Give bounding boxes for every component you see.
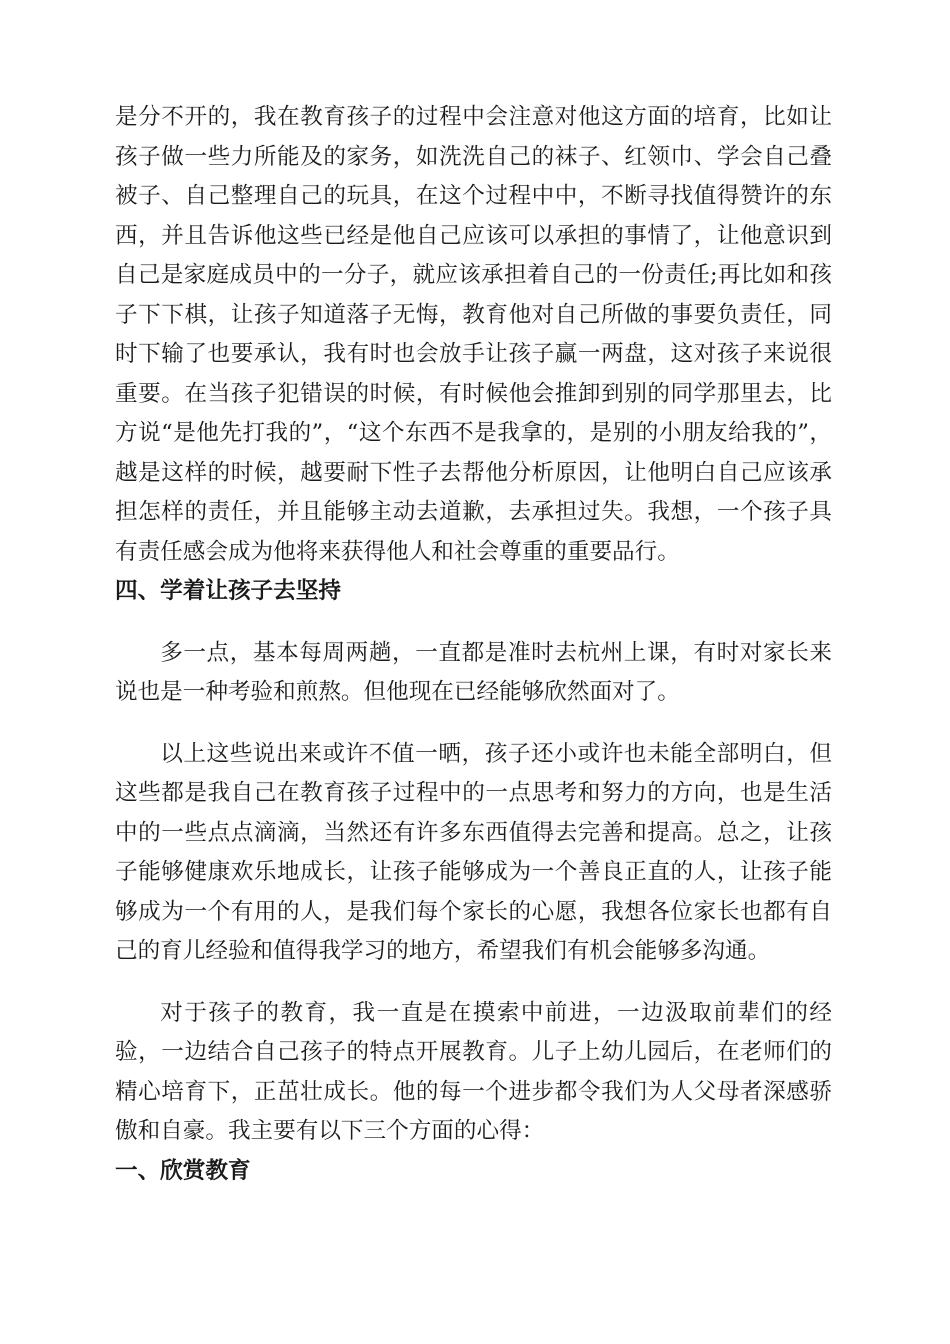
- document-page: [115, 98, 832, 1191]
- section-heading-1: 一、欣赏教育: [115, 1157, 251, 1184]
- body-paragraph-3: 以上这些说出来或许不值一晒，孩子还小或许也未能全部明白，但这些都是我自己在教育孩子过程中的一点思考和努力的方向，也是生活中的一些点点滴滴，当然还有许多东西值得去完善和提高。总之，让孩子能够健康欢乐地成长，让孩子能够成为一个善良正直的人，让孩子能够成为一个有用的人，是我们每个家长的心愿，我想各位家长也都有自己的育儿经验和值得我学习的地方，希望我们有机会能够多沟通。: [115, 740, 832, 964]
- section-heading-4: 四、学着让孩子去坚持: [115, 578, 341, 604]
- body-paragraph-4: 对于孩子的教育，我一直是在摸索中前进，一边汲取前辈们的经验，一边结合自己孩子的特点开展教育。儿子上幼儿园后，在老师们的精心培育下，正茁壮成长。他的每一个进步都令我们为人父母者深感骄傲和自豪。我主要有以下三个方面的心得：: [115, 999, 832, 1144]
- body-paragraph-1: 是分不开的，我在教育孩子的过程中会注意对他这方面的培育，比如让孩子做一些力所能及的家务，如洗洗自己的袜子、红领巾、学会自己叠被子、自己整理自己的玩具，在这个过程中中，不断寻找值得赞许的东西，并且告诉他这些已经是他自己应该可以承担的事情了，让他意识到自己是家庭成员中的一分子，就应该承担着自己的一份责任;再比如和孩子下下棋，让孩子知道落子无悔，教育他对自己所做的事要负责任，同时下输了也要承认，我有时也会放手让孩子赢一两盘，这对孩子来说很重要。在当孩子犯错误的时候，有时候他会推卸到别的同学那里去，比方说“是他先打我的”，“这个东西不是我拿的，是别的小朋友给我的”，越是这样的时候，越要耐下性子去帮他分析原因，让他明白自己应该承担怎样的责任，并且能够主动去道歉，去承担过失。我想，一个孩子具有责任感会成为他将来获得他人和社会尊重的重要品行。: [115, 104, 832, 565]
- body-paragraph-2: 多一点，基本每周两趟，一直都是准时去杭州上课，有时对家长来说也是一种考验和煎熬。但他现在已经能够欣然面对了。: [115, 639, 832, 705]
